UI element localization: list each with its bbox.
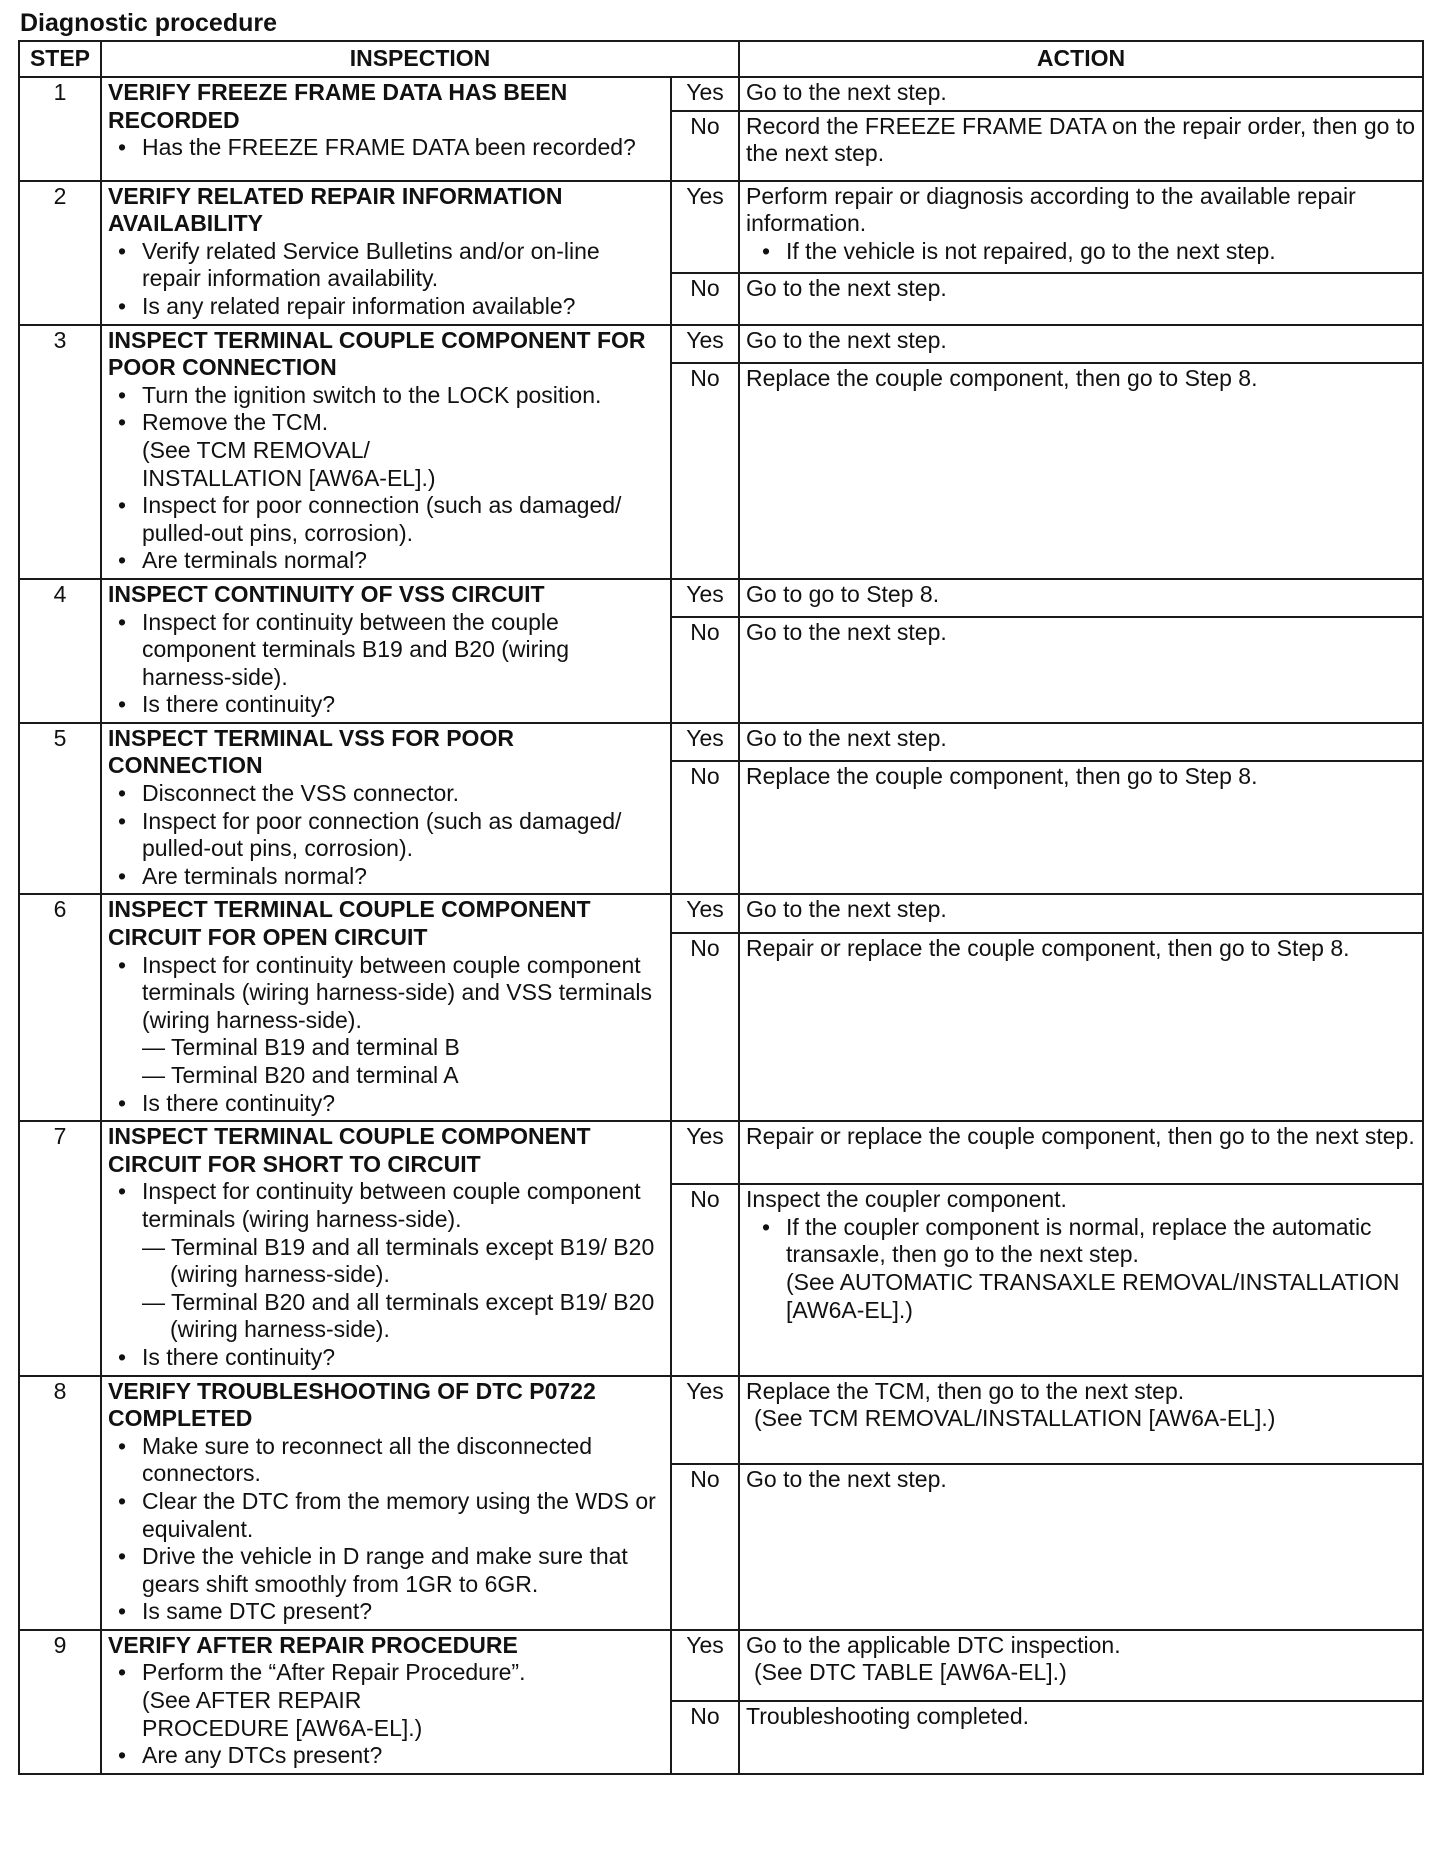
no-action: Go to the next step. [739,273,1423,325]
no-label: No [671,1464,739,1630]
inspection-bullet: • Inspect for continuity between the couple component terminals B19 and B20 (wiring harness-side). [142,609,664,692]
inspection-bullet: • Is there continuity? [142,1090,664,1118]
step-row-yes [19,1121,1423,1184]
no-action: Go to the next step. [739,617,1423,723]
inspection-bullet: • Turn the ignition switch to the LOCK position. [142,382,664,410]
yes-action: Go to the next step. [739,894,1423,933]
inspection-title: VERIFY FREEZE FRAME DATA HAS BEEN RECORDED [108,79,568,133]
step-row-yes [19,894,1423,933]
inspection-bullet: • Is there continuity? [142,691,664,719]
yes-action: Go to the next step. [739,325,1423,363]
inspection-title: INSPECT TERMINAL COUPLE COMPONENT FOR POOR CONNECTION [108,326,646,381]
inspection-bullet: • Drive the vehicle in D range and make sure that gears shift smoothly from 1GR to 6GR. [142,1543,664,1598]
inspection-title: INSPECT CONTINUITY OF VSS CIRCUIT [108,580,545,607]
inspection-cell [101,1121,671,1375]
yes-label: Yes [671,325,739,363]
step-number: 1 [19,77,101,181]
inspection-cell [101,1630,671,1774]
inspection-cell [101,181,671,325]
inspection-bullet: • Verify related Service Bulletins and/or on-line repair information availability. [142,238,664,293]
step-number: 4 [19,579,101,723]
see-reference: (See AUTOMATIC TRANSAXLE REMOVAL/INSTALLATION [AW6A-EL].) [786,1268,1400,1323]
inspection-title: INSPECT TERMINAL VSS FOR POOR CONNECTION [108,724,514,779]
step-row-yes [19,579,1423,617]
inspection-bullet [142,952,664,1090]
inspection-cell [101,579,671,723]
yes-action: Go to go to Step 8. [739,579,1423,617]
inspection-cell [101,894,671,1121]
inspection-bullet [142,409,664,492]
yes-label: Yes [671,894,739,933]
step-number: 6 [19,894,101,1121]
step-number: 8 [19,1376,101,1630]
no-action: Record the FREEZE FRAME DATA on the repair order, then go to the next step. [739,111,1423,181]
yes-action: Replace the TCM, then go to the next step. [746,1377,1185,1404]
step-row-yes [19,1376,1423,1465]
terminal-pair: — Terminal B20 and terminal A [142,1062,459,1088]
step-number: 2 [19,181,101,325]
inspection-bullet: • Are any DTCs present? [142,1742,664,1770]
step-row-yes [19,325,1423,363]
inspection-cell [101,723,671,895]
inspection-bullet: • Is there continuity? [142,1344,664,1372]
yes-action-cell [739,1630,1423,1702]
no-action-cell [739,1184,1423,1375]
no-action: Replace the couple component, then go to Step 8. [739,761,1423,895]
inspection-bullet: • Has the FREEZE FRAME DATA been recorded? [142,134,664,162]
yes-action: Perform repair or diagnosis according to the available repair information. [746,182,1356,237]
inspection-cell [101,325,671,579]
yes-action: Repair or replace the couple component, then go to the next step. [739,1121,1423,1184]
step-row-yes [19,181,1423,273]
inspection-bullet: • Are terminals normal? [142,863,664,891]
yes-action: Go to the next step. [739,77,1423,111]
see-reference: (See AFTER REPAIR [142,1687,362,1714]
inspection-bullet-text: • Inspect for continuity between couple component terminals (wiring harness-side). [142,1178,641,1232]
step-number: 3 [19,325,101,579]
step-row-yes [19,77,1423,111]
inspection-cell [101,77,671,181]
see-reference: (See DTC TABLE [AW6A-EL].) [754,1659,1067,1686]
inspection-bullet: • Are terminals normal? [142,547,664,575]
inspection-title: INSPECT TERMINAL COUPLE COMPONENT CIRCUIT FOR OPEN CIRCUIT [108,896,591,951]
no-label: No [671,761,739,895]
no-action: Repair or replace the couple component, then go to Step 8. [739,933,1423,1121]
yes-label: Yes [671,1121,739,1184]
yes-label: Yes [671,1630,739,1702]
no-action-bullet [786,1214,1416,1324]
inspection-bullet: • Make sure to reconnect all the disconnected connectors. [142,1433,664,1488]
see-reference-cont: INSTALLATION [AW6A-EL].) [142,464,436,491]
header-step: STEP [19,41,101,77]
inspection-bullet: • Is same DTC present? [142,1598,664,1626]
inspection-bullet-text: • Remove the TCM. [142,409,329,436]
step-number: 5 [19,723,101,895]
see-reference-cont: PROCEDURE [AW6A-EL].) [142,1714,423,1741]
terminal-pair: — Terminal B20 and all terminals except B19/ B20 (wiring harness-side). [142,1288,655,1343]
inspection-title: VERIFY RELATED REPAIR INFORMATION AVAILABILITY [108,182,563,237]
inspection-bullet [142,1659,664,1742]
no-label: No [671,1184,739,1375]
no-action: Replace the couple component, then go to Step 8. [739,363,1423,579]
step-row-yes [19,723,1423,761]
yes-action-cell [739,1376,1423,1465]
inspection-bullet: • Inspect for poor connection (such as damaged/ pulled-out pins, corrosion). [142,808,664,863]
no-action: Troubleshooting completed. [739,1701,1423,1773]
yes-label: Yes [671,723,739,761]
inspection-bullet: • Disconnect the VSS connector. [142,780,664,808]
terminal-pair: — Terminal B19 and all terminals except B19/ B20 (wiring harness-side). [142,1233,655,1288]
no-action: Inspect the coupler component. [746,1186,1067,1213]
no-label: No [671,363,739,579]
inspection-title: VERIFY TROUBLESHOOTING OF DTC P0722 COMPLETED [108,1377,596,1432]
inspection-title: INSPECT TERMINAL COUPLE COMPONENT CIRCUIT FOR SHORT TO CIRCUIT [108,1123,591,1177]
terminal-pair: — Terminal B19 and terminal B [142,1034,460,1061]
no-action: Go to the next step. [739,1464,1423,1630]
header-action: ACTION [739,41,1423,77]
yes-label: Yes [671,1376,739,1465]
see-reference: (See TCM REMOVAL/ [142,436,370,463]
diagnostic-procedure-table [18,40,1424,1775]
no-label: No [671,273,739,325]
inspection-cell [101,1376,671,1630]
document-page [18,8,1422,1775]
table-header-row [19,41,1423,77]
step-row-yes [19,1630,1423,1702]
yes-action-cell [739,181,1423,273]
no-label: No [671,933,739,1121]
inspection-title: VERIFY AFTER REPAIR PROCEDURE [108,1631,518,1658]
no-action-bullet-text: • If the coupler component is normal, replace the automatic transaxle, then go to the next step. [786,1213,1372,1268]
yes-label: Yes [671,579,739,617]
yes-action-bullet: • If the vehicle is not repaired, go to the next step. [786,238,1416,266]
inspection-bullet: • Is any related repair information available? [142,293,664,321]
section-heading: Diagnostic procedure [20,9,277,37]
inspection-bullet: • Inspect for poor connection (such as damaged/ pulled-out pins, corrosion). [142,492,664,547]
step-number: 9 [19,1630,101,1774]
inspection-bullet-text: • Perform the “After Repair Procedure”. [142,1659,526,1686]
see-reference: (See TCM REMOVAL/INSTALLATION [AW6A-EL].) [754,1405,1276,1432]
inspection-bullet [142,1178,664,1344]
yes-action: Go to the next step. [739,723,1423,761]
inspection-bullet-text: • Inspect for continuity between couple component terminals (wiring harness-side) and VSS terminals (wiring harness-side). [142,951,653,1033]
inspection-bullet: • Clear the DTC from the memory using the WDS or equivalent. [142,1488,664,1543]
yes-label: Yes [671,77,739,111]
header-inspection: INSPECTION [101,41,739,77]
no-label: No [671,617,739,723]
yes-label: Yes [671,181,739,273]
no-label: No [671,1701,739,1773]
no-label: No [671,111,739,181]
step-number: 7 [19,1121,101,1375]
yes-action: Go to the applicable DTC inspection. [746,1631,1121,1658]
